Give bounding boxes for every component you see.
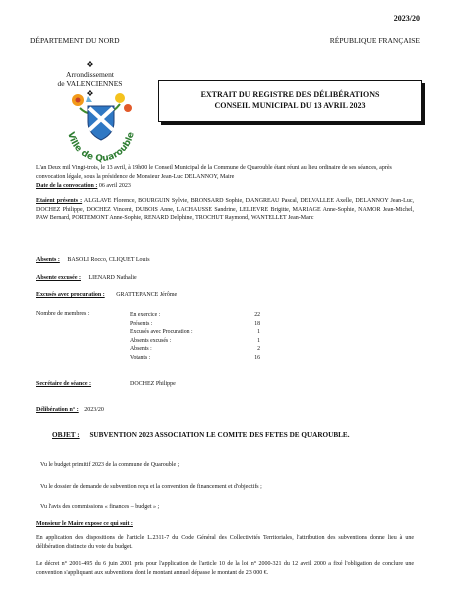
membres-row: Absents : 2 xyxy=(130,346,260,353)
ornament-icon: ❖ xyxy=(86,88,94,98)
presents-block xyxy=(36,197,414,223)
absents-line xyxy=(36,257,150,263)
paragraph-2: Le décret n° 2001-495 du 6 juin 2001 pris pour l'application de l'article 10 de la loi n° 2000-321 du 12 avril 2000 a fixé l'obligation de conclure une convention s'appliquant aux subventions dont le montant annuel dépasse le montant de 23 000 €. xyxy=(36,561,414,576)
shield-icon xyxy=(88,106,114,140)
intro-paragraph: L'an Deux mil Vingt-trois, le 13 avril, à 19h00 le Conseil Municipal de la Commune de Quarouble étant réuni au lieu ordinaire de ses séances, après convocation légale, sous la présidence de Monsieur Jean-Luc DELANNOY, Maire xyxy=(36,165,392,180)
membres-table xyxy=(130,311,260,362)
procuration-value: GRATTEPANCE Jérôme xyxy=(116,292,178,298)
absents-value: BASOLI Rocco, CLIQUET Louis xyxy=(67,257,150,263)
convocation-line xyxy=(36,183,131,189)
absent-excuse-label: Absente excusée : xyxy=(36,275,81,281)
document-reference: 2023/20 xyxy=(393,14,420,23)
deliberation-value: 2023/20 xyxy=(84,407,104,413)
vu-item: Vu le dossier de demande de subvention reçu et la convention de financement et d'objectifs ; xyxy=(40,484,262,490)
membres-row: Votants : 16 xyxy=(130,354,260,361)
objet-line xyxy=(52,431,350,439)
convocation-label: Date de la convocation : xyxy=(36,183,98,189)
title-line-2: CONSEIL MUNICIPAL DU 13 AVRIL 2023 xyxy=(214,101,366,110)
vu-item: Vu le budget primitif 2023 de la commune de Quarouble ; xyxy=(40,462,180,468)
objet-label: OBJET : xyxy=(52,431,80,439)
objet-value: SUBVENTION 2023 ASSOCIATION LE COMITE DES FETES DE QUAROUBLE. xyxy=(89,431,350,439)
convocation-date: 06 avril 2023 xyxy=(98,183,131,189)
secretaire-value: DOCHEZ Philippe xyxy=(130,381,176,387)
title-box xyxy=(158,80,422,122)
secretaire-label: Secrétaire de séance : xyxy=(36,381,92,387)
absent-excuse-value: LIENARD Nathalie xyxy=(88,275,137,281)
absents-label: Absents : xyxy=(36,257,60,263)
logo-text: Ville de Quarouble xyxy=(65,131,137,165)
membres-label: Nombre de membres : xyxy=(36,311,90,317)
presents-list: ALGLAVE Florence, BOURGUIN Sylvie, BRONSARD Sophie, DANGREAU Pascal, DELVALLEE Axelle, DELANNOY Jean-Luc, DOCHEZ Philippe, DOCHEZ Vincent, DUBOIS Anne, LACHAUSSE Sandrine, LELIEVRE Brigitte, MARIAGE Anne-Sophie, NAMOR Jean-Michel, PAW Bernard, PORTEMONT Anne-Sophie, RENARD Delphine, TROCHUT Raymond, WANTELLET Jean-Marc xyxy=(36,198,414,222)
department-heading: DÉPARTEMENT DU NORD xyxy=(30,36,120,45)
presents-label: Etaient présents : xyxy=(36,198,83,204)
ornament-icon: ❖ xyxy=(86,60,94,69)
deliberation-label: Délibération n° : xyxy=(36,407,79,413)
membres-row: Excusés avec Procuration : 1 xyxy=(130,329,260,336)
town-logo xyxy=(58,86,144,176)
expose-label: Monsieur le Maire expose ce qui suit : xyxy=(36,521,133,527)
vu-item: Vu l'avis des commissions « finances – budget » ; xyxy=(40,504,160,510)
arrondissement-name: de VALENCIENNES xyxy=(57,79,123,89)
membres-row: Absents excusés : 1 xyxy=(130,337,260,344)
paragraph-1: En application des dispositions de l'article L.2311-7 du Code Général des Collectivités Territoriales, l'attribution des subventions donne lieu à une délibération distincte du vote du budget. xyxy=(36,535,414,550)
procuration-label: Excusés avec procuration : xyxy=(36,292,105,298)
arrondissement-label: Arrondissement xyxy=(66,70,114,79)
secretaire-line xyxy=(36,381,176,387)
title-line-1: EXTRAIT DU REGISTRE DES DÉLIBÉRATIONS xyxy=(200,90,380,100)
procuration-line xyxy=(36,292,177,298)
membres-row: Présents : 18 xyxy=(130,320,260,327)
absent-excuse-line xyxy=(36,275,137,281)
republic-heading: RÉPUBLIQUE FRANÇAISE xyxy=(329,36,420,45)
membres-row: En exercice : 22 xyxy=(130,312,260,318)
deliberation-line xyxy=(36,407,104,413)
